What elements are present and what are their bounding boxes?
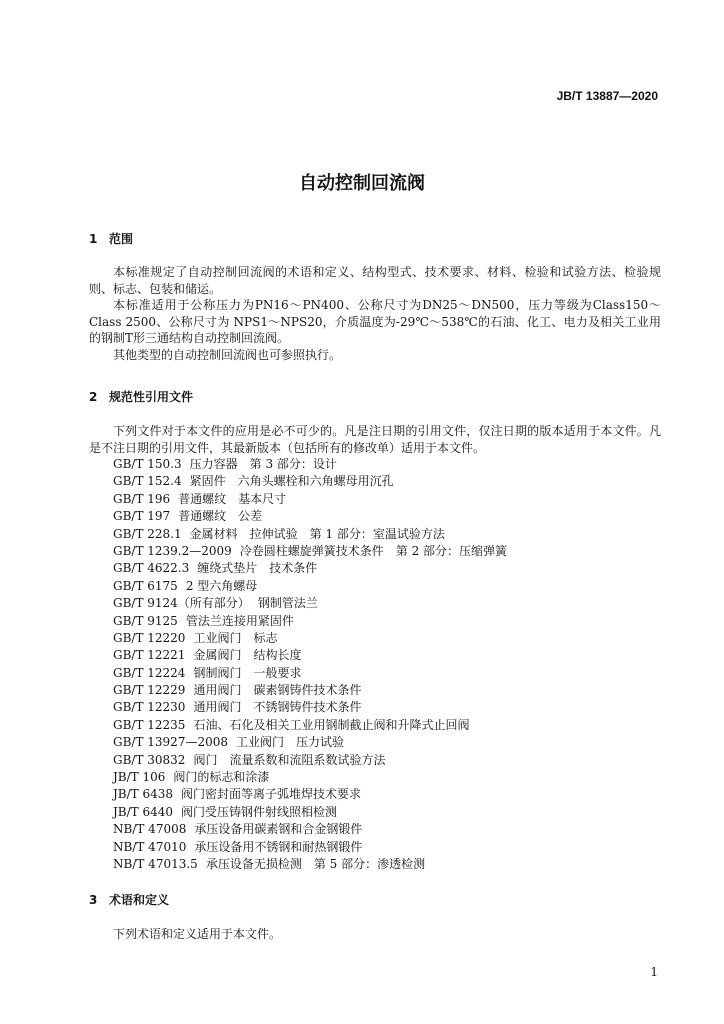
reference-title: 钢制阀门 一般要求 (193, 665, 302, 680)
reference-item (113, 543, 507, 560)
section-title: 范围 (109, 232, 134, 246)
reference-code: GB/T 1239.2—2009 (113, 543, 232, 558)
reference-code: GB/T 30832 (113, 752, 186, 767)
reference-title: 压力容器 第 3 部分：设计 (189, 457, 337, 471)
reference-title: 管法兰连接用紧固件 (185, 613, 294, 628)
reference-code: GB/T 12229 (113, 683, 186, 698)
reference-title: 工业阀门 标志 (193, 630, 278, 645)
reference-title: 石油、石化及相关工业用钢制截止阀和升降式止回阀 (193, 717, 470, 732)
section-title: 术语和定义 (109, 893, 170, 907)
reference-code: GB/T 12230 (113, 700, 186, 715)
reference-code: JB/T 106 (113, 770, 166, 785)
reference-title: 普通螺纹 公差 (178, 509, 263, 524)
paragraph: 其他类型的自动控制回流阀也可参照执行。 (113, 347, 342, 362)
reference-item (113, 526, 507, 543)
reference-code: NB/T 47010 (113, 839, 187, 854)
reference-title: 承压设备无损检测 第 5 部分：渗透检测 (205, 856, 426, 871)
reference-item (113, 508, 507, 525)
reference-title: 紧固件 六角头螺栓和六角螺母用沉孔 (189, 474, 394, 489)
reference-code: GB/T 12235 (113, 717, 186, 732)
reference-title: 阀门密封面等离子弧堆焊技术要求 (181, 787, 362, 802)
section-references-intro (89, 423, 661, 456)
section-title: 规范性引用文件 (109, 390, 194, 404)
section-heading-scope (89, 230, 133, 247)
reference-code: GB/T 197 (113, 509, 171, 524)
reference-item (113, 839, 507, 856)
reference-code: JB/T 6440 (113, 804, 174, 819)
reference-item (113, 473, 507, 490)
reference-title: 工业阀门 压力试验 (235, 735, 344, 750)
reference-item (113, 630, 507, 647)
reference-item (113, 491, 507, 508)
page-number: 1 (650, 965, 658, 979)
reference-code: JB/T 6438 (113, 787, 174, 802)
reference-item (113, 456, 507, 473)
paragraph: 本标准适用于公称压力为PN16～PN400、公称尺寸为DN25～DN500，压力等级为Class150～Class 2500、公称尺寸为 NPS1～NPS20，介质温度为-29℃～538℃的石油、化工、电力及相关工业用的钢制T形三通结构自动控制回流阀。 (89, 298, 661, 345)
reference-title: 金属阀门 结构长度 (193, 648, 302, 663)
section-heading-terms (89, 891, 169, 908)
reference-code: GB/T 4622.3 (113, 561, 190, 576)
reference-list (113, 456, 507, 873)
reference-title: 通用阀门 碳素钢铸件技术条件 (193, 683, 362, 698)
reference-item (113, 595, 507, 612)
reference-code: NB/T 47013.5 (113, 856, 198, 871)
reference-code: GB/T 12220 (113, 630, 186, 645)
reference-title: 普通螺纹 基本尺寸 (178, 491, 287, 506)
reference-code: GB/T 12224 (113, 665, 186, 680)
reference-item (113, 769, 507, 786)
reference-item (113, 699, 507, 716)
reference-title: 冷卷圆柱螺旋弹簧技术条件 第 2 部分：压缩弹簧 (239, 543, 508, 558)
section-heading-normative-references (89, 388, 193, 405)
section-number: 3 (89, 893, 98, 907)
reference-item (113, 821, 507, 838)
reference-title: 通用阀门 不锈钢铸件技术条件 (193, 700, 362, 715)
reference-item (113, 804, 507, 821)
reference-code: GB/T 152.4 (113, 474, 182, 489)
reference-item (113, 734, 507, 751)
paragraph: 本标准规定了自动控制回流阀的术语和定义、结构型式、技术要求、材料、检验和试验方法、检验规则、标志、包装和储运。 (89, 265, 661, 296)
reference-code: GB/T 196 (113, 491, 171, 506)
reference-code: GB/T 150.3 (113, 457, 182, 471)
paragraph: 下列术语和定义适用于本文件。 (113, 927, 282, 941)
reference-item (113, 613, 507, 630)
reference-item (113, 717, 507, 734)
section-scope-body (89, 264, 661, 363)
reference-title: 阀门 流量系数和流阻系数试验方法 (193, 752, 386, 767)
reference-title: 金属材料 拉伸试验 第 1 部分：室温试验方法 (189, 526, 445, 541)
reference-item (113, 682, 507, 699)
reference-title: 2 型六角螺母 (185, 578, 258, 593)
reference-title: 钢制管法兰 (257, 596, 318, 611)
section-number: 1 (89, 232, 98, 246)
reference-title: 阀门受压铸钢件射线照相检测 (181, 804, 338, 819)
reference-item (113, 786, 507, 803)
reference-item (113, 578, 507, 595)
reference-item (113, 560, 507, 577)
section-terms-body (89, 926, 661, 943)
reference-code: GB/T 228.1 (113, 526, 182, 541)
reference-code: NB/T 47008 (113, 822, 187, 837)
reference-code: GB/T 13927—2008 (113, 735, 228, 750)
reference-item (113, 752, 507, 769)
reference-item (113, 647, 507, 664)
document-title: 自动控制回流阀 (299, 173, 425, 194)
reference-code: GB/T 9125 (113, 613, 178, 628)
paragraph: 下列文件对于本文件的应用是必不可少的。凡是注日期的引用文件，仅注日期的版本适用于本文件。凡是不注日期的引用文件，其最新版本（包括所有的修改单）适用于本文件。 (89, 424, 661, 455)
reference-title: 阀门的标志和涂漆 (173, 770, 270, 785)
reference-title: 缠绕式垫片 技术条件 (197, 561, 318, 576)
reference-code: GB/T 6175 (113, 578, 178, 593)
reference-code: GB/T 12221 (113, 648, 186, 663)
reference-item (113, 856, 507, 873)
reference-code: GB/T 9124（所有部分） (113, 596, 250, 611)
reference-title: 承压设备用碳素钢和合金钢锻件 (194, 822, 363, 837)
reference-item (113, 665, 507, 682)
reference-title: 承压设备用不锈钢和耐热钢锻件 (194, 839, 363, 854)
section-number: 2 (89, 390, 98, 404)
standard-code: JB/T 13887—2020 (556, 89, 658, 103)
